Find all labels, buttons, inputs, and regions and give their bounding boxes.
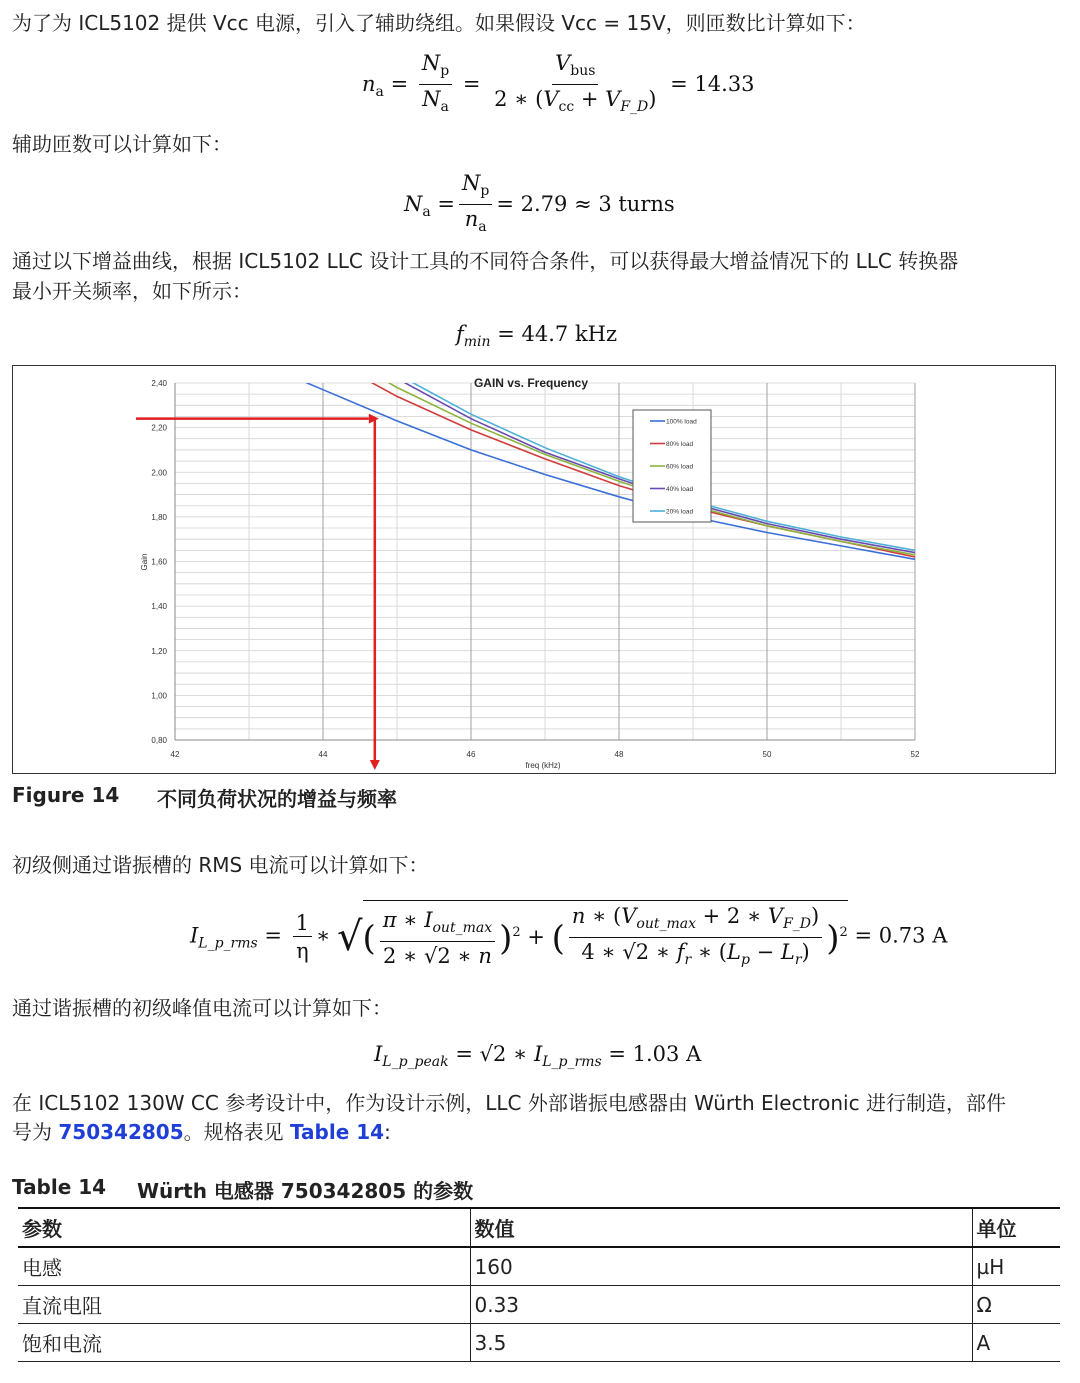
legend-entry: 40% load (666, 486, 694, 493)
chart-canvas (13, 366, 1054, 772)
x-tick-label: 42 (170, 750, 180, 759)
table-label: Table 14 (12, 1175, 107, 1199)
header-unit: 单位 (972, 1208, 1060, 1247)
header-parameter: 参数 (18, 1208, 470, 1247)
y-tick-label: 1,80 (151, 512, 167, 522)
legend-entry: 60% load (666, 463, 694, 471)
para6-prefix: 号为 (12, 1120, 59, 1144)
turns-ratio-result: = 14.33 (670, 72, 755, 96)
para-peak-current: 通过谐振槽的初级峰值电流可以计算如下： (12, 996, 392, 1020)
x-tick-label: 48 (614, 750, 624, 759)
y-tick-label: 0,80 (151, 736, 167, 745)
param-unit: Ω (972, 1286, 1060, 1324)
gain-frequency-chart (12, 365, 1056, 774)
y-tick-label: 2,20 (151, 423, 167, 433)
param-name: 电感 (18, 1247, 470, 1286)
legend-entry: 20% load (666, 508, 694, 516)
para-design-example-line2 (12, 1118, 391, 1147)
chart-title: GAIN vs. Frequency (473, 376, 589, 390)
table-header-row (18, 1208, 1060, 1247)
figure-label: Figure 14 (12, 783, 120, 807)
x-tick-label: 46 (466, 750, 476, 759)
para6-end: : (384, 1120, 391, 1144)
para6-mid: 。规格表见 (183, 1120, 290, 1144)
peak-current-result: = 1.03 A (608, 1042, 702, 1066)
param-value: 3.5 (470, 1324, 972, 1362)
y-tick-label: 2,40 (151, 379, 167, 388)
x-tick-label: 44 (318, 750, 328, 759)
header-value: 数值 (470, 1208, 972, 1247)
legend-entry: 100% load (666, 418, 697, 426)
x-tick-label: 52 (910, 750, 920, 759)
para-design-example-line1: 在 ICL5102 130W CC 参考设计中，作为设计示例，LLC 外部谐振电感器由 Würth Electronic 进行制造，部件 (12, 1091, 1006, 1115)
y-tick-label: 1,20 (151, 646, 167, 656)
y-tick-label: 1,00 (151, 691, 167, 701)
part-number-link[interactable]: 750342805 (58, 1120, 184, 1144)
rms-current-result: = 0.73 A (854, 923, 948, 948)
x-axis-label: freq (kHz) (525, 761, 561, 770)
fmin-result: = 44.7 kHz (497, 322, 618, 346)
turns-ratio-equation: $n_a$ = $\frac{N_p}{N_a}$ = $\frac{V_{bus}}{2 ∗ (V_{cc} + V_{F\_D})}$ = 14.33 (362, 51, 755, 115)
inductor-parameter-table (18, 1207, 1060, 1362)
table-14-link[interactable]: Table 14 (289, 1120, 385, 1144)
y-axis-label: Gain (140, 553, 149, 571)
aux-turns-equation: $N_a$ = $\frac{N_p}{n_a}$ = 2.79 ≈ 3 turns (404, 171, 675, 235)
para-gain-curve-line2: 最小开关频率，如下所示： (12, 279, 252, 303)
legend-entry: 80% load (666, 441, 694, 448)
fmin-equation: $f_{min} = 44.7$ kHz (456, 322, 618, 350)
table-row (18, 1286, 1060, 1324)
table-row (18, 1324, 1060, 1362)
para-vcc-intro: 为了为 ICL5102 提供 Vcc 电源，引入了辅助绕组。如果假设 Vcc = 15V，则匝数比计算如下： (12, 11, 866, 35)
param-value: 0.33 (470, 1286, 972, 1324)
para-aux-turns: 辅助匝数可以计算如下： (12, 132, 232, 156)
peak-current-equation: $I_{L\_p\_peak} = √2$ ∗ $I_{L\_p\_rms} = 1.03$ A (374, 1042, 702, 1070)
table-row (18, 1247, 1060, 1286)
y-tick-label: 1,40 (151, 602, 167, 612)
x-tick-label: 50 (762, 750, 772, 759)
rms-current-equation: $I_{L\_p\_rms}$ = $\frac{1}{\eta}$ ∗ √( $\frac{\pi ∗ I_{out\_max}}{2 ∗ √2 ∗ n}$ )$^2$ + ( $\frac{n ∗ (V_{out\_max} + 2 ∗ V_{F\_D})}{4 ∗ √2 ∗ f_r ∗ (L_p - L_r)}$ )$^2$ = 0.73 A (190, 900, 947, 974)
param-name: 直流电阻 (18, 1286, 470, 1324)
param-name: 饱和电流 (18, 1324, 470, 1362)
y-tick-label: 2,00 (151, 468, 167, 478)
para-gain-curve-line1: 通过以下增益曲线，根据 ICL5102 LLC 设计工具的不同符合条件，可以获得最大增益情况下的 LLC 转换器 (12, 249, 959, 273)
para-rms-current: 初级侧通过谐振槽的 RMS 电流可以计算如下： (12, 853, 429, 877)
figure-title: 不同负荷状况的增益与频率 (157, 787, 397, 811)
y-tick-label: 1,60 (151, 557, 167, 567)
aux-turns-result: = 2.79 ≈ 3 turns (496, 192, 675, 216)
param-unit: µH (972, 1247, 1060, 1286)
annotation-arrowhead-down (370, 760, 380, 770)
param-unit: A (972, 1324, 1060, 1362)
param-value: 160 (470, 1247, 972, 1286)
table-title: Würth 电感器 750342805 的参数 (137, 1179, 474, 1203)
